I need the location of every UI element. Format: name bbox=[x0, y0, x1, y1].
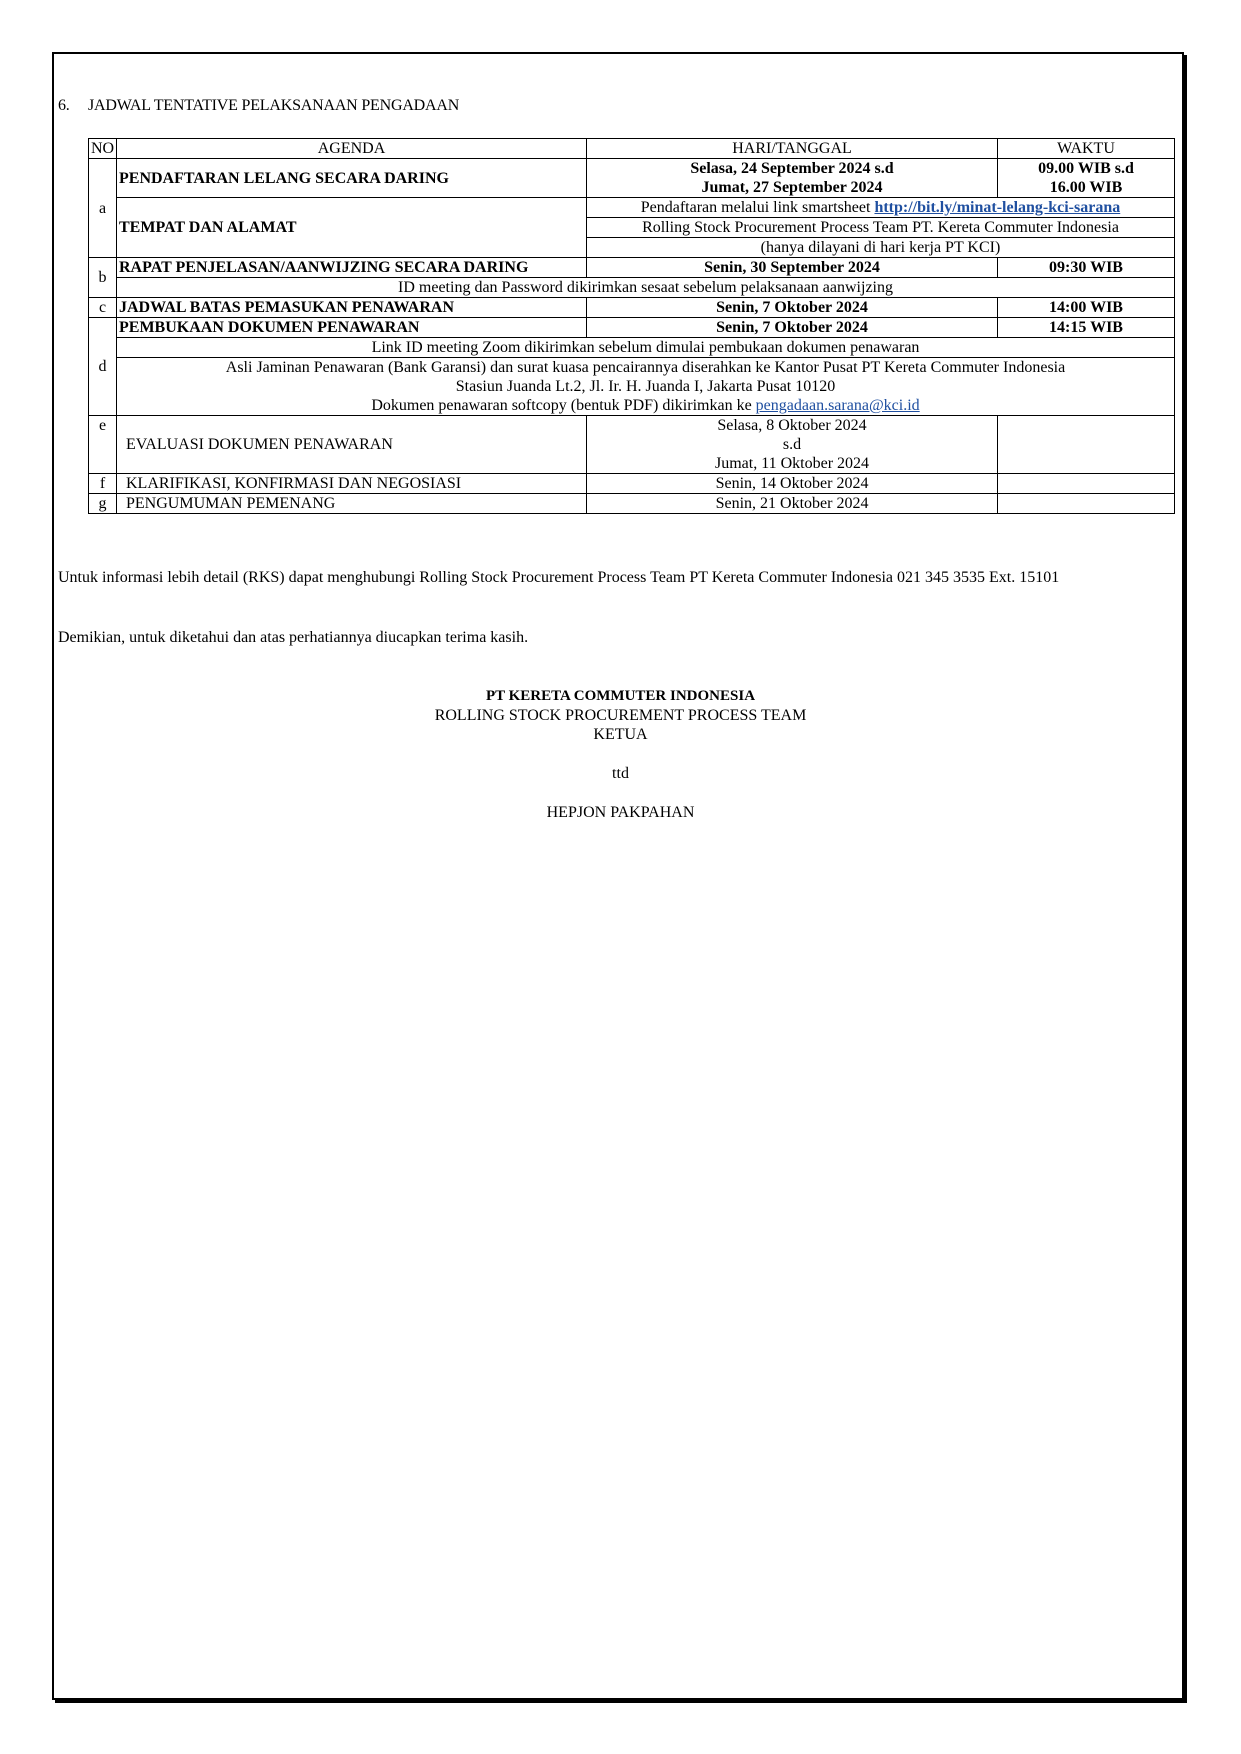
table-row bbox=[89, 159, 1175, 198]
note-line bbox=[119, 396, 1172, 415]
time-line: 16.00 WIB bbox=[1049, 179, 1123, 196]
row-no: b bbox=[89, 258, 117, 298]
signature-position: KETUA bbox=[593, 726, 648, 743]
note-cell: Link ID meeting Zoom dikirimkan sebelum dimulai pembukaan dokumen penawaran bbox=[117, 338, 1175, 358]
schedule-table bbox=[88, 138, 1175, 514]
note-cell: ID meeting dan Password dikirimkan sesaat sebelum pelaksanaan aanwijzing bbox=[117, 278, 1175, 298]
date-cell: Senin, 30 September 2024 bbox=[587, 258, 998, 278]
agenda-cell: PENDAFTARAN LELANG SECARA DARING bbox=[117, 159, 587, 198]
info-paragraph: Untuk informasi lebih detail (RKS) dapat menghubungi Rolling Stock Procurement Process Team PT Kereta Commuter Indonesia 021 345 3535 Ext. 15101 bbox=[58, 569, 1060, 586]
section-number: 6. bbox=[58, 97, 70, 114]
agenda-cell: TEMPAT DAN ALAMAT bbox=[117, 198, 587, 258]
note-line: Asli Jaminan Penawaran (Bank Garansi) dan surat kuasa pencairannya diserahkan ke Kantor Pusat PT Kereta Commuter Indonesia bbox=[225, 359, 1066, 376]
date-line: Jumat, 27 September 2024 bbox=[701, 179, 883, 196]
signature-team: ROLLING STOCK PROCUREMENT PROCESS TEAM bbox=[434, 707, 807, 724]
header-no: NO bbox=[89, 139, 117, 159]
agenda-cell: PENGUMUMAN PEMENANG bbox=[117, 494, 587, 514]
table-row bbox=[89, 416, 1175, 474]
time-cell bbox=[998, 416, 1175, 474]
header-agenda: AGENDA bbox=[117, 139, 587, 159]
section-title: JADWAL TENTATIVE PELAKSANAAN PENGADAAN bbox=[88, 97, 460, 114]
signature-company: PT KERETA COMMUTER INDONESIA bbox=[485, 688, 756, 704]
date-line: Jumat, 11 Oktober 2024 bbox=[714, 455, 870, 472]
header-date: HARI/TANGGAL bbox=[587, 139, 998, 159]
date-cell: Senin, 14 Oktober 2024 bbox=[587, 474, 998, 494]
table-row bbox=[89, 318, 1175, 338]
row-no: g bbox=[89, 494, 117, 514]
note-cell: (hanya dilayani di hari kerja PT KCI) bbox=[587, 238, 1175, 258]
registration-link[interactable]: http://bit.ly/minat-lelang-kci-sarana bbox=[874, 199, 1121, 216]
date-line: Selasa, 8 Oktober 2024 bbox=[717, 417, 867, 434]
note-line: Stasiun Juanda Lt.2, Jl. Ir. H. Juanda I, Jakarta Pusat 10120 bbox=[455, 378, 836, 395]
closing-paragraph: Demikian, untuk diketahui dan atas perhatiannya diucapkan terima kasih. bbox=[58, 629, 529, 646]
agenda-cell: RAPAT PENJELASAN/AANWIJZING SECARA DARING bbox=[117, 258, 587, 278]
time-cell: 09:30 WIB bbox=[998, 258, 1175, 278]
date-cell: Senin, 7 Oktober 2024 bbox=[587, 298, 998, 318]
table-row bbox=[89, 278, 1175, 298]
agenda-cell: EVALUASI DOKUMEN PENAWARAN bbox=[117, 416, 587, 474]
row-no: a bbox=[89, 159, 117, 258]
date-line: Selasa, 24 September 2024 s.d bbox=[690, 160, 894, 177]
team-cell: Rolling Stock Procurement Process Team PT. Kereta Commuter Indonesia bbox=[587, 218, 1175, 238]
time-cell: 14:15 WIB bbox=[998, 318, 1175, 338]
agenda-cell: PEMBUKAAN DOKUMEN PENAWARAN bbox=[117, 318, 587, 338]
note-text: Dokumen penawaran softcopy (bentuk PDF) dikirimkan ke bbox=[371, 397, 756, 414]
row-no: e bbox=[89, 416, 117, 474]
note-cell bbox=[117, 358, 1175, 416]
table-row bbox=[89, 198, 1175, 218]
registration-cell bbox=[587, 198, 1175, 218]
time-cell bbox=[998, 159, 1175, 198]
table-row bbox=[89, 494, 1175, 514]
row-no: f bbox=[89, 474, 117, 494]
date-line: s.d bbox=[782, 436, 802, 453]
time-cell bbox=[998, 494, 1175, 514]
section-heading bbox=[58, 97, 459, 115]
table-row bbox=[89, 474, 1175, 494]
table-row bbox=[89, 338, 1175, 358]
date-cell bbox=[587, 159, 998, 198]
row-no: c bbox=[89, 298, 117, 318]
registration-text: Pendaftaran melalui link smartsheet bbox=[640, 199, 875, 216]
agenda-cell: JADWAL BATAS PEMASUKAN PENAWARAN bbox=[117, 298, 587, 318]
time-cell: 14:00 WIB bbox=[998, 298, 1175, 318]
date-cell: Senin, 21 Oktober 2024 bbox=[587, 494, 998, 514]
table-row bbox=[89, 258, 1175, 278]
header-time: WAKTU bbox=[998, 139, 1175, 159]
time-line: 09.00 WIB s.d bbox=[1038, 160, 1134, 177]
table-row bbox=[89, 298, 1175, 318]
time-cell bbox=[998, 474, 1175, 494]
row-no: d bbox=[89, 318, 117, 416]
table-row bbox=[89, 358, 1175, 416]
email-link[interactable]: pengadaan.sarana@kci.id bbox=[755, 397, 920, 414]
date-cell: Senin, 7 Oktober 2024 bbox=[587, 318, 998, 338]
agenda-cell: KLARIFIKASI, KONFIRMASI DAN NEGOSIASI bbox=[117, 474, 587, 494]
table-header-row bbox=[89, 139, 1175, 159]
signature-name: HEPJON PAKPAHAN bbox=[546, 804, 695, 821]
date-cell bbox=[587, 416, 998, 474]
signature-ttd: ttd bbox=[612, 765, 629, 782]
